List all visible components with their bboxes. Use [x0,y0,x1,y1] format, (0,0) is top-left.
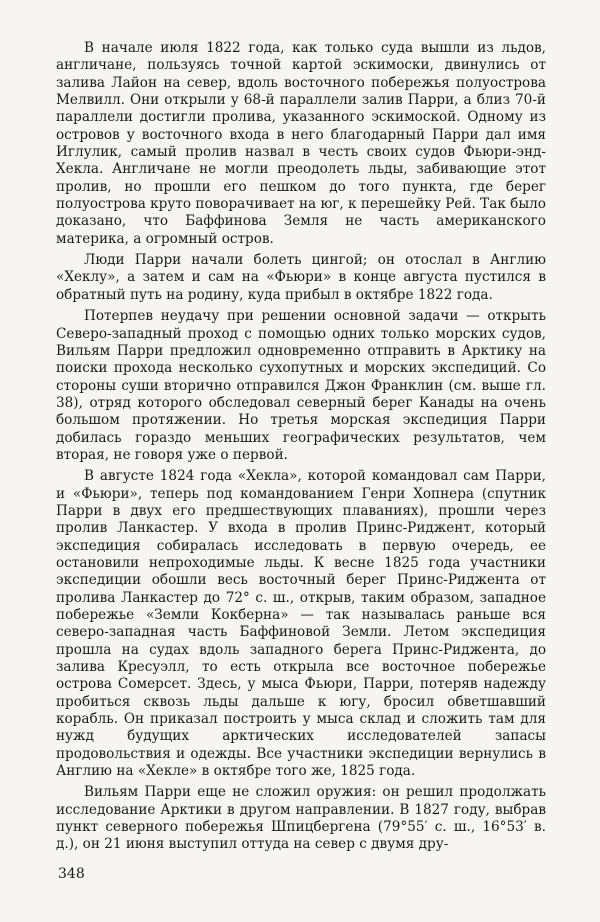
page-number: 348 [58,866,85,882]
paragraph-2: Люди Парри начали болеть цингой; он отослал в Англию «Хеклу», а затем и сам на «Фьюри» в конце августа пустился в обратный путь на родину, куда прибыл в октябре 1822 года. [56,252,546,303]
paragraph-5: Вильям Парри еще не сложил оружия: он решил продолжать исследование Арктики в другом направлении. В 1827 году, выбрав пункт северного побережья Шпицбергена (79°55′ с. ш., 16°53′ в. д.), он 21 июня выступил оттуда на север с двумя дру- [56,784,546,853]
paragraph-4: В августе 1824 года «Хекла», которой командовал сам Парри, и «Фьюри», теперь под командованием Генри Хопнера (спутник Парри в двух его предшествующих плаваниях), прошли через пролив Ланкастер. У входа в пролив Принс-Риджент, который экспедиция собиралась исследовать в первую очередь, ее остановили непроходимые льды. К весне 1825 года участники экспедиции обошли весь восточный берег Принс-Риджента от пролива Ланкастер до 72° с. ш., открыв, таким образом, западное побережье «Земли Кокберна» — так называлась раньше вся северо-западная часть Баффиновой Земли. Летом экспедиция прошла на судах вдоль западного берега Принс-Риджента, до залива Кресуэлл, то есть открыла все восточное побережье острова Сомерсет. Здесь, у мыса Фьюри, Парри, потеряв надежду пробиться сквозь льды дальше к югу, бросил обветшавший корабль. Он приказал построить у мыса склад и сложить там для нужд будущих арктических исследователей запасы продовольствия и одежды. Все участники экспедиции вернулись в Англию на «Хекле» в октябре того же, 1825 года. [56,468,546,780]
text-column [56,40,546,854]
paragraph-3: Потерпев неудачу при решении основной задачи — открыть Северо-западный проход с помощью одних только морских судов, Вильям Парри предложил одновременно отправить в Арктику на поиски прохода несколько сухопутных и морских экспедиций. Со стороны суши вторично отправился Джон Франклин (см. выше гл. 38), отряд которого обследовал северный берег Канады на очень большом протяжении. Но третья морская экспедиция Парри добилась гораздо меньших географических результатов, чем вторая, не говоря уже о первой. [56,308,546,463]
paragraph-1: В начале июля 1822 года, как только суда вышли из льдов, англичане, пользуясь точной картой эскимоски, двинулись от залива Лайон на север, вдоль восточного побережья полуострова Мелвилл. Они открыли у 68-й параллели залив Парри, а близ 70-й параллели достигли пролива, указанного эскимоской. Одному из островов у восточного входа в него благодарный Парри дал имя Иглулик, самый пролив назвал в честь своих судов Фьюри-энд-Хекла. Англичане не могли преодолеть льды, забивающие этот пролив, но прошли его пешком до того пункта, где берег полуострова круто поворачивает на юг, к перешейку Рей. Так было доказано, что Баффинова Земля не часть американского материка, а огромный остров. [56,40,546,247]
